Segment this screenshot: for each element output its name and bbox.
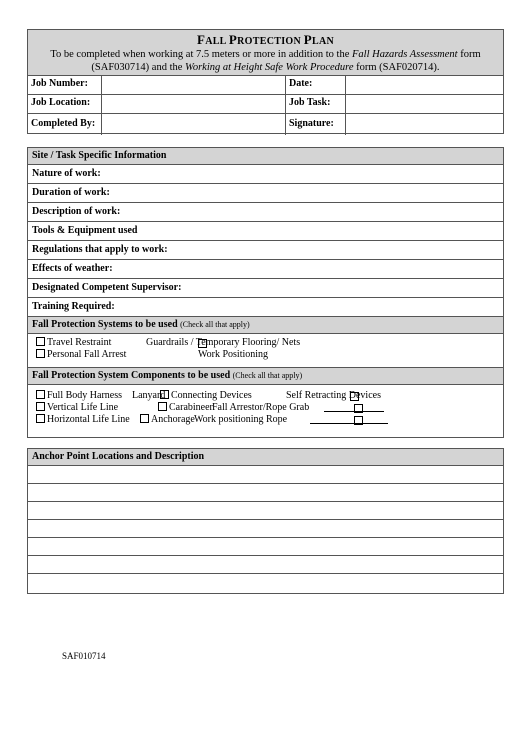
date-field[interactable] bbox=[346, 76, 503, 94]
fall-arrestor-option[interactable]: Fall Arrestor/Rope Grab bbox=[212, 402, 310, 413]
components-options bbox=[28, 385, 503, 437]
self-retracting-devices-option[interactable]: Self Retracting Devices bbox=[286, 390, 381, 401]
page-title: FALL PROTECTION PLAN bbox=[196, 32, 335, 47]
completed-by-field[interactable] bbox=[102, 114, 286, 135]
systems-note: (Check all that apply) bbox=[180, 320, 250, 329]
effects-of-weather-field[interactable]: Effects of weather: bbox=[28, 260, 503, 279]
components-heading: Fall Protection System Components to be used (Check all that apply) bbox=[28, 368, 503, 385]
site-info-section bbox=[27, 147, 504, 438]
date-label: Date: bbox=[286, 76, 346, 94]
anchor-line-4[interactable] bbox=[28, 520, 503, 538]
completed-by-label: Completed By: bbox=[28, 114, 102, 135]
job-location-field[interactable] bbox=[102, 95, 286, 113]
vertical-life-line-option[interactable]: Vertical Life Line bbox=[36, 402, 118, 413]
full-body-harness-option[interactable]: Full Body Harness bbox=[36, 390, 122, 401]
anchor-heading: Anchor Point Locations and Description bbox=[28, 449, 503, 466]
anchor-line-5[interactable] bbox=[28, 538, 503, 556]
checkbox-icon[interactable] bbox=[140, 414, 149, 423]
checkbox-icon[interactable] bbox=[36, 402, 45, 411]
signature-field[interactable] bbox=[346, 114, 503, 135]
job-number-field[interactable] bbox=[102, 76, 286, 94]
anchor-section bbox=[27, 448, 504, 594]
connecting-devices-option[interactable]: Connecting Devices bbox=[160, 390, 252, 401]
checkbox-icon[interactable] bbox=[36, 349, 45, 358]
subtitle-line-1: To be completed when working at 7.5 meters or more in addition to the Fall Hazards Assessment form bbox=[50, 49, 481, 60]
work-positioning-rope-line[interactable] bbox=[310, 414, 388, 427]
signature-label: Signature: bbox=[286, 114, 346, 135]
job-row-2 bbox=[28, 95, 503, 114]
subtitle-line-2: (SAF030714) and the Working at Height Safe Work Procedure form (SAF020714). bbox=[91, 62, 440, 73]
tools-equipment-field[interactable]: Tools & Equipment used bbox=[28, 222, 503, 241]
title-band bbox=[28, 30, 503, 76]
header-section bbox=[27, 29, 504, 134]
job-task-field[interactable] bbox=[346, 95, 503, 113]
checkbox-icon[interactable] bbox=[36, 414, 45, 423]
regulations-field[interactable]: Regulations that apply to work: bbox=[28, 241, 503, 260]
guardrails-option[interactable]: Guardrails / Temporary Flooring/ Nets bbox=[146, 337, 301, 348]
duration-of-work-field[interactable]: Duration of work: bbox=[28, 184, 503, 203]
job-task-label: Job Task: bbox=[286, 95, 346, 113]
checkbox-icon[interactable] bbox=[36, 337, 45, 346]
anchor-line-2[interactable] bbox=[28, 484, 503, 502]
anchor-line-1[interactable] bbox=[28, 466, 503, 484]
anchor-line-7[interactable] bbox=[28, 574, 503, 592]
nature-of-work-field[interactable]: Nature of work: bbox=[28, 165, 503, 184]
checkbox-icon[interactable] bbox=[354, 404, 363, 413]
form-code: SAF010714 bbox=[62, 651, 106, 661]
checkbox-icon[interactable] bbox=[158, 402, 167, 411]
checkbox-icon[interactable] bbox=[36, 390, 45, 399]
checkbox-icon[interactable] bbox=[354, 416, 363, 425]
competent-supervisor-field[interactable]: Designated Competent Supervisor: bbox=[28, 279, 503, 298]
job-row-3 bbox=[28, 114, 503, 135]
work-positioning-option[interactable]: Work Positioning bbox=[198, 349, 269, 360]
site-info-heading: Site / Task Specific Information bbox=[28, 148, 503, 165]
horizontal-life-line-option[interactable]: Horizontal Life Line bbox=[36, 414, 130, 425]
systems-heading: Fall Protection Systems to be used (Check all that apply) bbox=[28, 317, 503, 334]
work-positioning-rope-checkbox[interactable] bbox=[354, 416, 365, 427]
job-row-1 bbox=[28, 76, 503, 95]
systems-options bbox=[28, 334, 503, 368]
job-location-label: Job Location: bbox=[28, 95, 102, 113]
anchor-line-6[interactable] bbox=[28, 556, 503, 574]
checkbox-icon[interactable] bbox=[198, 339, 207, 348]
work-positioning-rope-option[interactable]: Work positioning Rope bbox=[194, 414, 288, 425]
travel-restraint-option[interactable]: Travel Restraint bbox=[36, 337, 111, 348]
training-required-field[interactable]: Training Required: bbox=[28, 298, 503, 317]
components-note: (Check all that apply) bbox=[232, 371, 303, 380]
description-of-work-field[interactable]: Description of work: bbox=[28, 203, 503, 222]
checkbox-icon[interactable] bbox=[350, 392, 359, 401]
carabineer-option[interactable]: Carabineer bbox=[158, 402, 213, 413]
personal-fall-arrest-option[interactable]: Personal Fall Arrest bbox=[36, 349, 126, 360]
checkbox-icon[interactable] bbox=[160, 390, 169, 399]
lanyard-option[interactable]: Lanyard bbox=[132, 390, 166, 401]
anchorage-option[interactable]: Anchorage bbox=[140, 414, 195, 425]
job-number-label: Job Number: bbox=[28, 76, 102, 94]
anchor-line-3[interactable] bbox=[28, 502, 503, 520]
